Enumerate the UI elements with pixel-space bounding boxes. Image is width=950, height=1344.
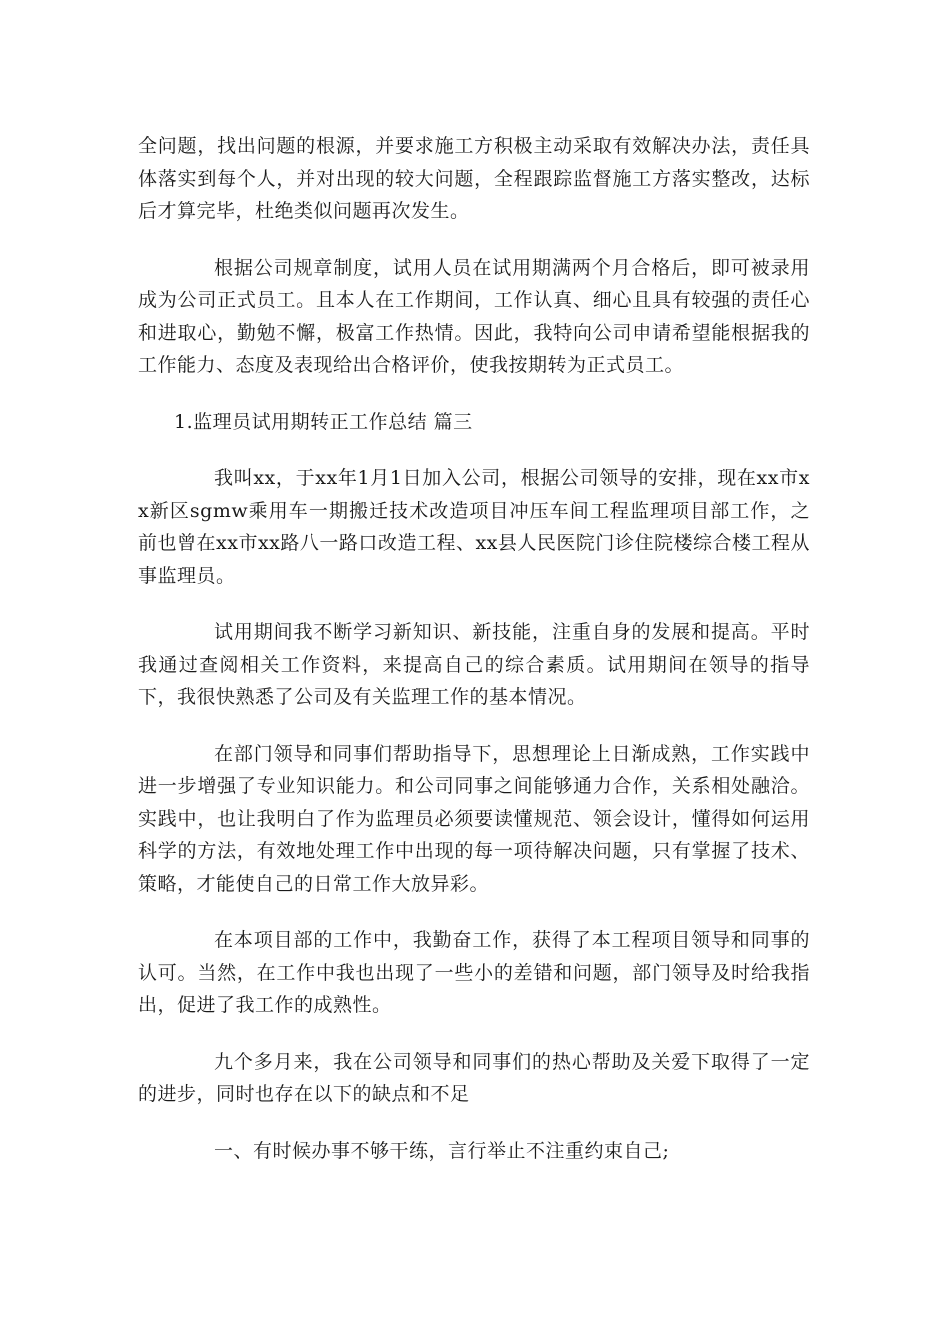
paragraph-introduction: 我叫xx，于xx年1月1日加入公司，根据公司领导的安排，现在xx市xx新区sgmw乘用车一期搬迁技术改造项目冲压车间工程监理项目部工作，之前也曾在xx市xx路八一路口改造工程、xx县人民医院门诊住院楼综合楼工程从事监理员。 bbox=[138, 467, 810, 587]
paragraph-regulation: 根据公司规章制度，试用人员在试用期满两个月合格后，即可被录用成为公司正式员工。且本人在工作期间，工作认真、细心且具有较强的责任心和进取心，勤勉不懈，极富工作热情。因此，我特向公司申请希望能根据我的工作能力、态度及表现给出合格评价，使我按期转为正式员工。 bbox=[138, 256, 810, 376]
paragraph-continuation: 全问题，找出问题的根源，并要求施工方积极主动采取有效解决办法，责任具体落实到每个人，并对出现的较大问题，全程跟踪监督施工方落实整改，达标后才算完毕，杜绝类似问题再次发生。 bbox=[138, 135, 810, 222]
paragraph-work: 在本项目部的工作中，我勤奋工作，获得了本工程项目领导和同事的认可。当然，在工作中我也出现了一些小的差错和问题，部门领导及时给我指出，促进了我工作的成熟性。 bbox=[138, 929, 810, 1016]
paragraph-growth: 在部门领导和同事们帮助指导下，思想理论上日渐成熟，工作实践中进一步增强了专业知识能力。和公司同事之间能够通力合作，关系相处融洽。实践中，也让我明白了作为监理员必须要读懂规范、领会设计，懂得如何运用科学的方法，有效地处理工作中出现的每一项待解决问题，只有掌握了技术、策略，才能使自己的日常工作大放异彩。 bbox=[138, 742, 810, 895]
section-heading: 1.监理员试用期转正工作总结 篇三 bbox=[174, 410, 473, 433]
document-page bbox=[138, 130, 810, 1191]
paragraph-learning: 试用期间我不断学习新知识、新技能，注重自身的发展和提高。平时我通过查阅相关工作资料，来提高自己的综合素质。试用期间在领导的指导下，我很快熟悉了公司及有关监理工作的基本情况。 bbox=[138, 621, 810, 708]
paragraph-shortcomings-intro: 九个多月来，我在公司领导和同事们的热心帮助及关爱下取得了一定的进步，同时也存在以下的缺点和不足 bbox=[138, 1050, 810, 1105]
paragraph-shortcoming-one: 一、有时候办事不够干练，言行举止不注重约束自己; bbox=[214, 1139, 670, 1162]
